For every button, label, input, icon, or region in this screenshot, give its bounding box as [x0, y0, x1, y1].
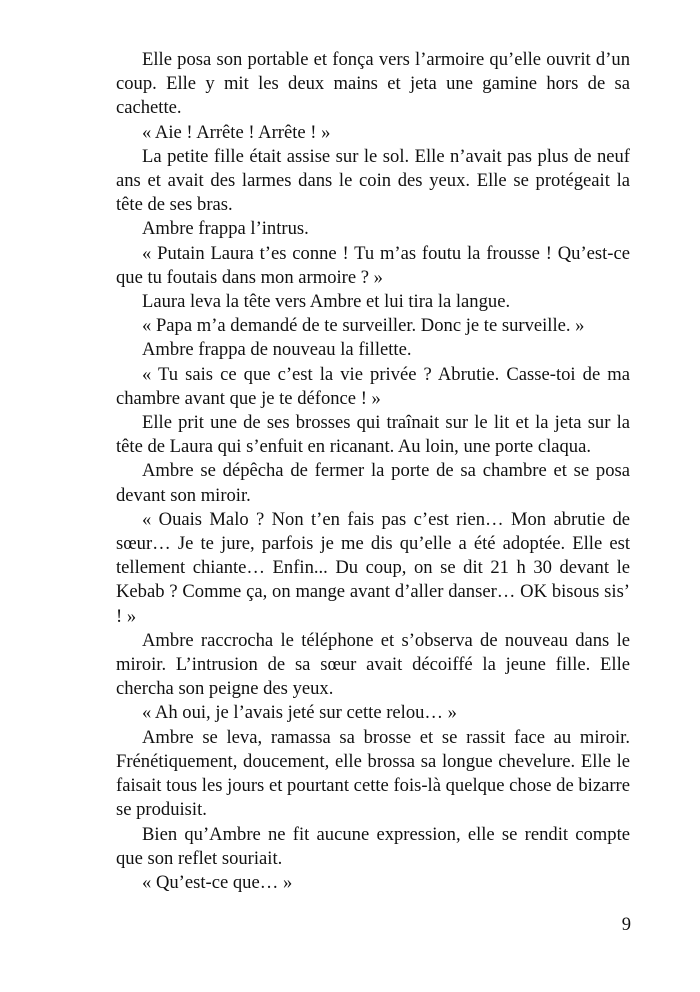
paragraph: La petite fille était assise sur le sol. Elle n’avait pas plus de neuf ans et avait des larmes dans le coin des yeux. Elle se protégeait la tête de ses bras. [116, 145, 630, 216]
paragraph: Ambre raccrocha le téléphone et s’observa de nouveau dans le miroir. L’intrusion de sa sœur avait décoiffé la jeune fille. Elle chercha son peigne des yeux. [116, 629, 630, 700]
paragraph: « Putain Laura t’es conne ! Tu m’as foutu la frousse ! Qu’est-ce que tu foutais dans mon armoire ? » [116, 242, 630, 288]
paragraph: « Tu sais ce que c’est la vie privée ? Abrutie. Casse-toi de ma chambre avant que je te défonce ! » [116, 363, 630, 409]
body-text [116, 48, 630, 895]
paragraph: Ambre frappa l’intrus. [142, 218, 309, 240]
page-number: 9 [621, 914, 631, 935]
paragraph: Elle prit une de ses brosses qui traînait sur le lit et la jeta sur la tête de Laura qui s’enfuit en ricanant. Au loin, une porte claqua. [116, 412, 630, 458]
paragraph: Ambre se dépêcha de fermer la porte de sa chambre et se posa devant son miroir. [116, 460, 630, 506]
paragraph: « Aie ! Arrête ! Arrête ! » [142, 121, 331, 143]
paragraph: Ambre se leva, ramassa sa brosse et se rassit face au miroir. Frénétiquement, doucement, elle brossa sa longue chevelure. Elle le faisait tous les jours et pourtant cette fois-là quelque chose de bizarre se produisit. [116, 726, 630, 821]
paragraph: Bien qu’Ambre ne fit aucune expression, elle se rendit compte que son reflet souriait. [116, 823, 630, 869]
paragraph: « Papa m’a demandé de te surveiller. Donc je te surveille. » [142, 315, 585, 337]
paragraph: Ambre frappa de nouveau la fillette. [142, 339, 412, 361]
paragraph: Laura leva la tête vers Ambre et lui tira la langue. [142, 291, 511, 313]
paragraph: « Ouais Malo ? Non t’en fais pas c’est rien… Mon abrutie de sœur… Je te jure, parfois je me dis qu’elle a été adoptée. Elle est tellement chiante… Enfin... Du coup, on se dit 21 h 30 devant le Kebab ? Comme ça, on mange avant d’aller danser… OK bisous sis’ ! » [116, 508, 630, 627]
paragraph: Elle posa son portable et fonça vers l’armoire qu’elle ouvrit d’un coup. Elle y mit les deux mains et jeta une gamine hors de sa cachette. [116, 49, 630, 119]
paragraph: « Qu’est-ce que… » [142, 871, 293, 893]
paragraph: « Ah oui, je l’avais jeté sur cette relou… » [142, 702, 457, 724]
